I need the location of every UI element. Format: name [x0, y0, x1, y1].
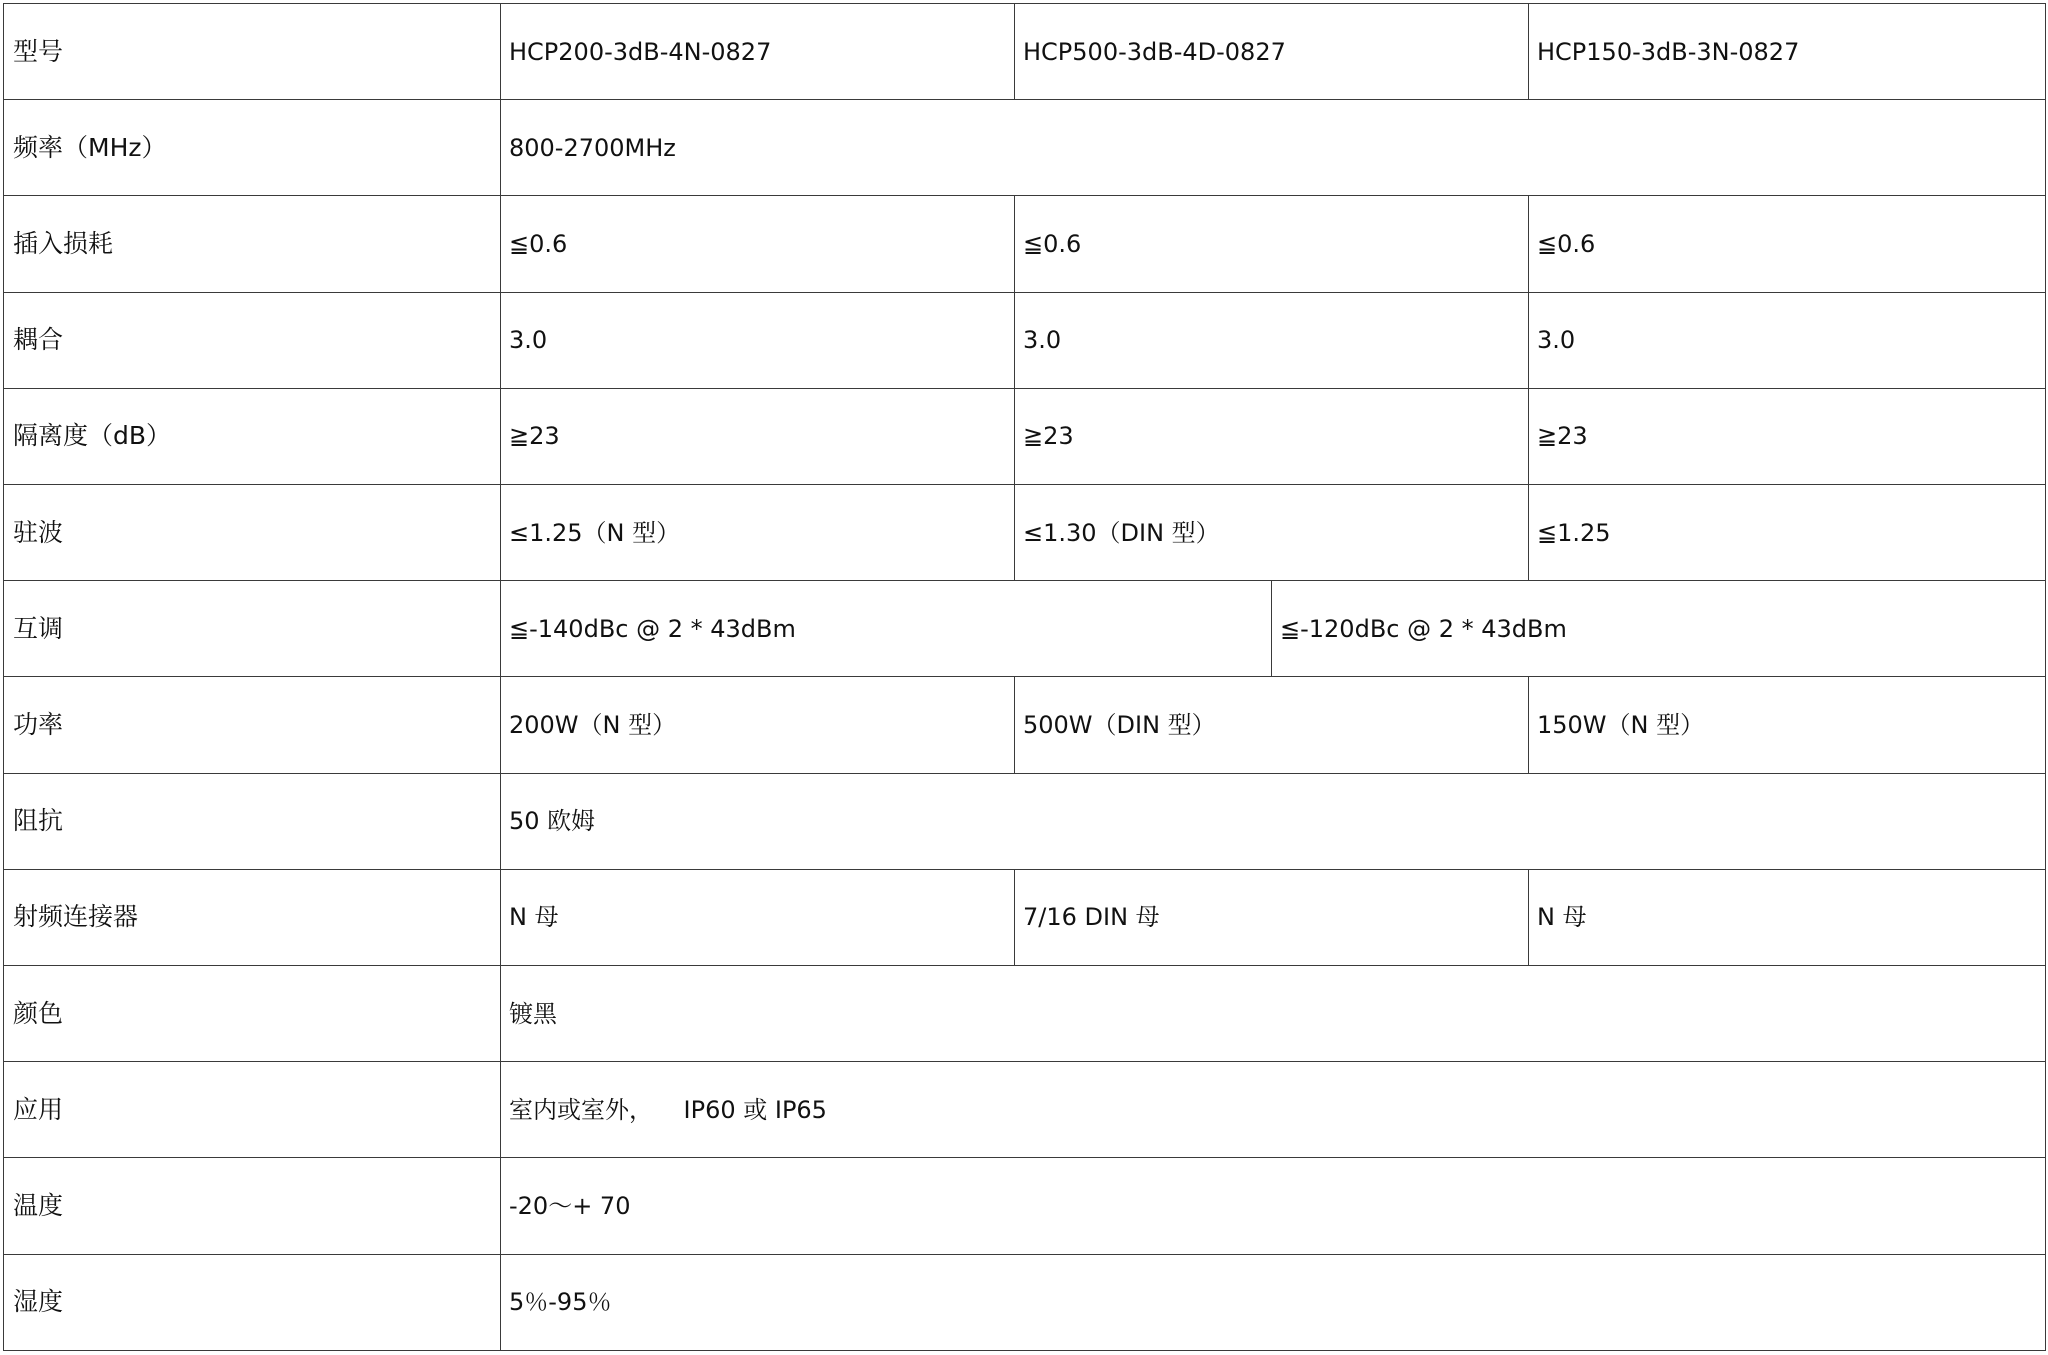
- cell-value: 3.0: [1015, 292, 1529, 388]
- spec-row-impedance: [4, 773, 2046, 869]
- cell-value: 50 欧姆: [501, 773, 2046, 869]
- row-label: 隔离度（dB）: [4, 388, 501, 484]
- row-label: 插入损耗: [4, 196, 501, 292]
- spec-row-humidity: [4, 1254, 2046, 1350]
- spec-row-color: [4, 966, 2046, 1062]
- cell-value: HCP200-3dB-4N-0827: [501, 4, 1015, 100]
- cell-value: ≧23: [1529, 388, 2046, 484]
- spec-row-vswr: [4, 485, 2046, 581]
- cell-value: 150W（N 型）: [1529, 677, 2046, 773]
- cell-value: 200W（N 型）: [501, 677, 1015, 773]
- cell-value: ≦0.6: [1015, 196, 1529, 292]
- spec-table: [3, 3, 2046, 1351]
- cell-value: -20～+ 70: [501, 1158, 2046, 1254]
- spec-row-frequency: [4, 100, 2046, 196]
- row-label: 阻抗: [4, 773, 501, 869]
- row-label: 射频连接器: [4, 869, 501, 965]
- spec-row-insertion-loss: [4, 196, 2046, 292]
- row-label: 功率: [4, 677, 501, 773]
- cell-value: 800-2700MHz: [501, 100, 2046, 196]
- row-label: 互调: [4, 581, 501, 677]
- row-label: 耦合: [4, 292, 501, 388]
- spec-row-temperature: [4, 1158, 2046, 1254]
- cell-value: ≦-120dBc @ 2 * 43dBm: [1272, 581, 2046, 677]
- cell-value: 室内或室外， IP60 或 IP65: [501, 1062, 2046, 1158]
- cell-value: ≤1.30（DIN 型）: [1015, 485, 1529, 581]
- cell-value: N 母: [501, 869, 1015, 965]
- cell-value: ≦0.6: [501, 196, 1015, 292]
- spec-row-isolation: [4, 388, 2046, 484]
- row-label: 颜色: [4, 966, 501, 1062]
- cell-value: 3.0: [1529, 292, 2046, 388]
- cell-value: 5％-95％: [501, 1254, 2046, 1350]
- cell-value: 镀黑: [501, 966, 2046, 1062]
- row-label: 型号: [4, 4, 501, 100]
- row-label: 湿度: [4, 1254, 501, 1350]
- spec-row-rf-connector: [4, 869, 2046, 965]
- spec-row-model: [4, 4, 2046, 100]
- cell-value: 3.0: [501, 292, 1015, 388]
- cell-value: ≤1.25（N 型）: [501, 485, 1015, 581]
- row-label: 频率（MHz）: [4, 100, 501, 196]
- cell-value: N 母: [1529, 869, 2046, 965]
- cell-value: ≧23: [501, 388, 1015, 484]
- spec-row-power: [4, 677, 2046, 773]
- cell-value: ≦-140dBc @ 2 * 43dBm: [501, 581, 1272, 677]
- cell-value: ≦1.25: [1529, 485, 2046, 581]
- spec-row-coupling: [4, 292, 2046, 388]
- cell-value: 500W（DIN 型）: [1015, 677, 1529, 773]
- cell-value: HCP150-3dB-3N-0827: [1529, 4, 2046, 100]
- cell-value: ≦0.6: [1529, 196, 2046, 292]
- spec-row-intermodulation: [4, 581, 2046, 677]
- cell-value: 7/16 DIN 母: [1015, 869, 1529, 965]
- spec-row-application: [4, 1062, 2046, 1158]
- row-label: 温度: [4, 1158, 501, 1254]
- cell-value: HCP500-3dB-4D-0827: [1015, 4, 1529, 100]
- row-label: 驻波: [4, 485, 501, 581]
- cell-value: ≧23: [1015, 388, 1529, 484]
- row-label: 应用: [4, 1062, 501, 1158]
